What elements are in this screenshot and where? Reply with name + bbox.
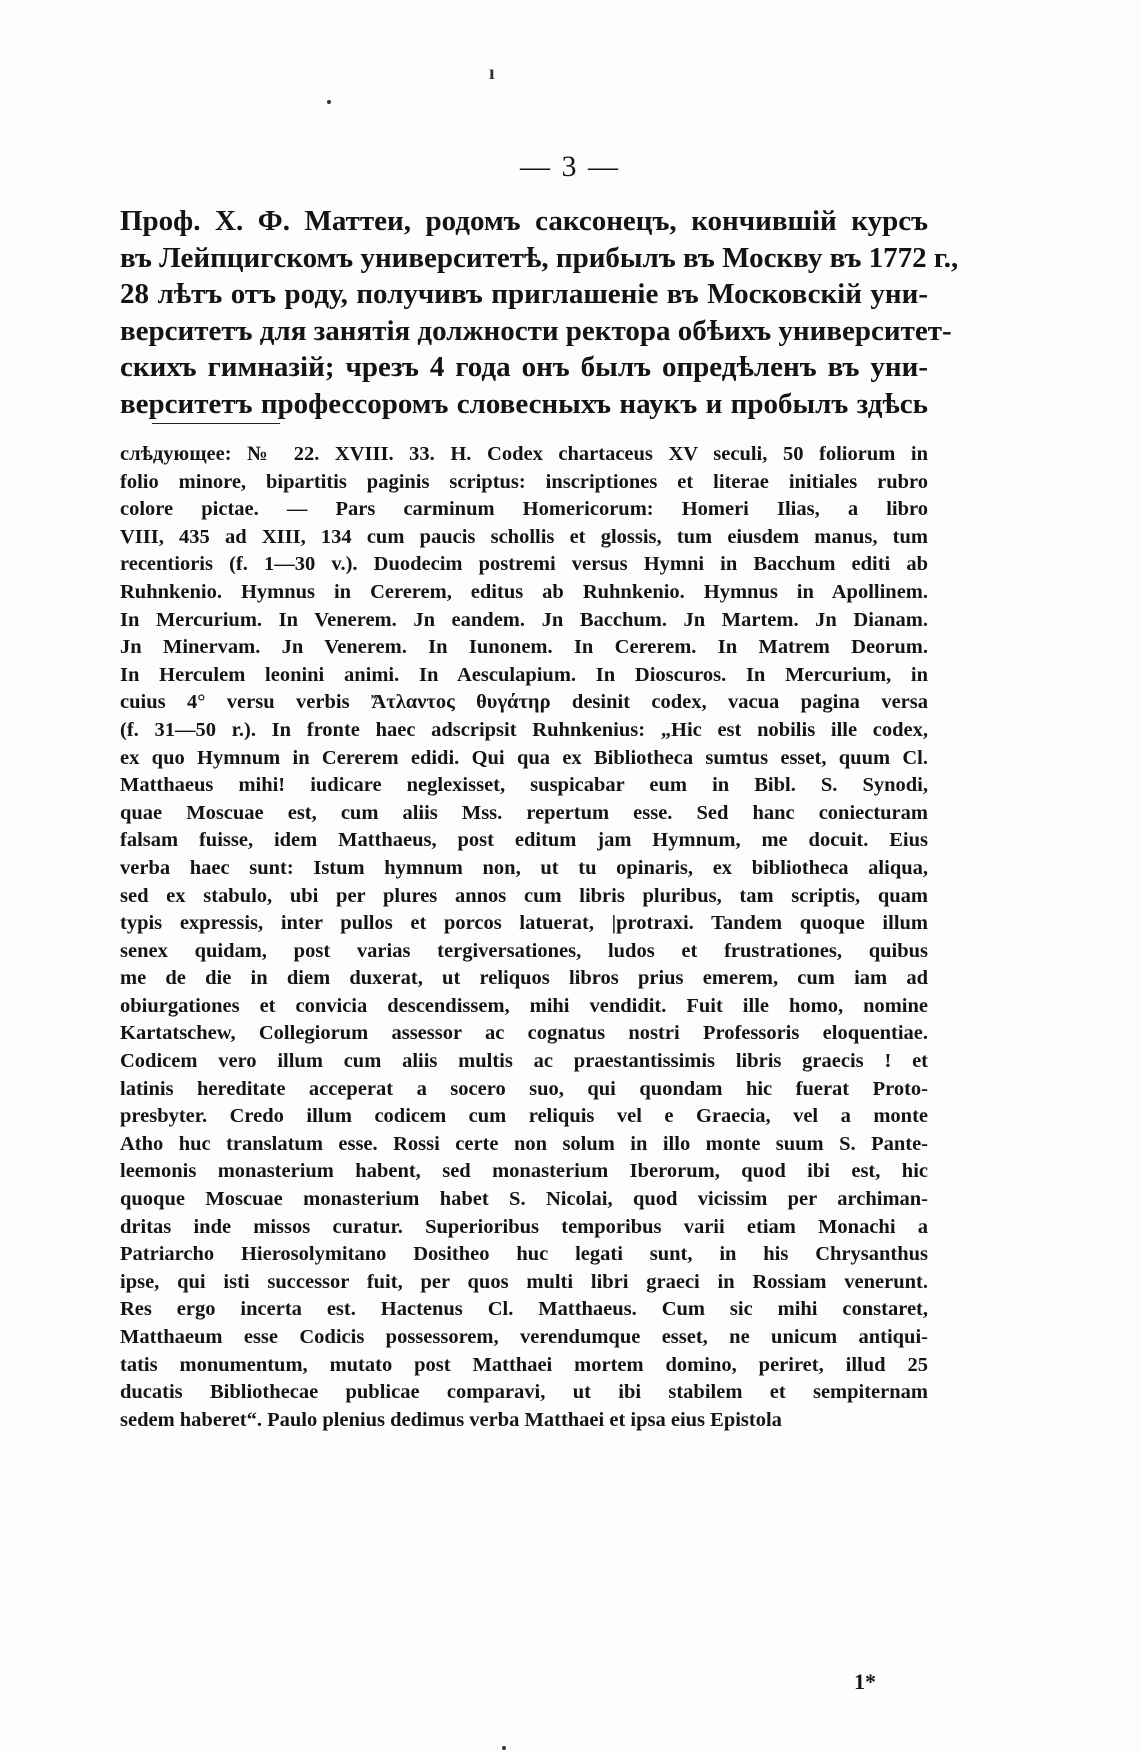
footnote-line: Patriarcho Hierosolymitano Dositheo huc legati sunt, in his Chrysanthus [120, 1243, 928, 1266]
footnote-text [120, 441, 928, 1434]
footnote-line: cuius 4° versu verbis Ἄτλαντος θυγάτηρ desinit codex, vacua pagina versa [120, 691, 928, 714]
footnote-line: verba haec sunt: Istum hymnum non, ut tu opinaris, ex bibliotheca aliqua, [120, 856, 928, 879]
footnote-line: ipse, qui isti successor fuit, per quos multi libri graeci in Rossiam venerunt. [120, 1270, 928, 1293]
footnote-line: VIII, 435 ad XIII, 134 cum paucis schollis et glossis, tum eiusdem manus, tum [120, 525, 928, 548]
footnote-line: quae Moscuae est, cum aliis Mss. repertum esse. Sed hanc coniecturam [120, 801, 928, 824]
footnote-line: Jn Minervam. Jn Venerem. In Iunonem. In Cererem. In Matrem Deorum. [120, 636, 928, 659]
main-text-line: верситетъ для занятія должности ректора обѣихъ университет- [120, 314, 952, 347]
main-text-line: Проф. Х. Ф. Маттеи, родомъ саксонецъ, кончившій курсъ [120, 205, 928, 237]
footnote-line: typis expressis, inter pullos et porcos latuerat, |protraxi. Tandem quoque illum [120, 912, 928, 935]
footnote-line: quoque Moscuae monasterium habet S. Nicolai, quod vicissim per archiman- [120, 1188, 928, 1211]
footnote-line: colore pictae. — Pars carminum Homericorum: Homeri Ilias, a libro [120, 498, 928, 521]
footnote-line: слѣдующее: № 22. XVIII. 33. H. Codex chartaceus XV seculi, 50 foliorum in [120, 443, 928, 465]
footnote-line: latinis hereditate acceperat a socero suo, qui quondam hic fuerat Proto- [120, 1077, 928, 1100]
footnote-line: folio minore, bipartitis paginis scriptus: inscriptiones et literae initiales rubro [120, 470, 928, 493]
main-text-line: 28 лѣтъ отъ роду, получивъ приглашеніе въ Московскій уни- [120, 278, 928, 310]
footnote-line: Kartatschew, Collegiorum assessor ac cognatus nostri Professoris eloquentiae. [120, 1022, 928, 1045]
footnote-line: falsam fuisse, idem Matthaeus, post editum jam Hymnum, me docuit. Eius [120, 829, 928, 852]
top-mark: ı [489, 62, 495, 84]
footnote-line: tatis monumentum, mutato post Matthaei mortem domino, periret, illud 25 [120, 1353, 928, 1376]
footnote-line: Atho huc translatum esse. Rossi certe non solum in illo monte suum S. Pante- [120, 1132, 928, 1155]
footnote-line: Matthaeus mihi! iudicare neglexisset, suspicabar eum in Bibl. S. Synodi, [120, 774, 928, 797]
footnote-line: recentioris (f. 1—30 v.). Duodecim postremi versus Hymni in Bacchum editi ab [120, 553, 928, 576]
footnote-line: me de die in diem duxerat, ut reliquos libros prius emerem, cum iam ad [120, 967, 928, 990]
footnote-line: sedem haberet“. Paulo plenius dedimus verba Matthaei et ipsa eius Epistola [120, 1408, 782, 1431]
main-text [120, 203, 959, 422]
footnote-line: senex quidam, post varias tergiversationes, ludos et frustrationes, quibus [120, 939, 928, 962]
footnote-line: (f. 31—50 r.). In fronte haec adscripsit Ruhnkenius: „Hic est nobilis ille codex, [120, 718, 928, 741]
footnote-line: Codicem vero illum cum aliis multis ac praestantissimis libris graecis ! et [120, 1050, 928, 1073]
footnote-line: Matthaeum esse Codicis possessorem, verendumque esset, ne unicum antiqui- [120, 1326, 928, 1348]
footnote-line: leemonis monasterium habent, sed monasterium Iberorum, quod ibi est, hic [120, 1160, 928, 1183]
footnote-line: presbyter. Credo illum codicem cum reliquis vel e Graecia, vel a monte [120, 1105, 928, 1128]
signature-mark: 1* [854, 1669, 876, 1694]
footnote-line: sed ex stabulo, ubi per plures annos cum libris pluribus, tam scriptis, quam [120, 884, 928, 907]
footnote-line: In Mercurium. In Venerem. Jn eandem. Jn Bacchum. Jn Martem. Jn Dianam. [120, 608, 928, 631]
footnote-divider [152, 423, 280, 424]
main-text-line: верситетъ профессоромъ словесныхъ наукъ и пробылъ здѣсь [120, 387, 928, 420]
footnote-line: obiurgationes et convicia descendissem, mihi vendidit. Fuit ille homo, nomine [120, 994, 928, 1017]
footnote-line: ex quo Hymnum in Cererem edidi. Qui qua ex Bibliotheca sumtus esset, quum Cl. [120, 746, 928, 769]
main-text-line: въ Лейпцигскомъ университетѣ, прибылъ въ Москву въ 1772 г., [120, 241, 959, 274]
scan-speck [502, 1746, 506, 1750]
footnote-line: dritas inde missos curatur. Superioribus temporibus varii etiam Monachi a [120, 1215, 928, 1238]
footnote-line: Res ergo incerta est. Hactenus Cl. Matthaeus. Cum sic mihi constaret, [120, 1298, 928, 1321]
footnote-line: Ruhnkenio. Hymnus in Cererem, editus ab Ruhnkenio. Hymnus in Apollinem. [120, 580, 928, 603]
footnote-line: ducatis Bibliothecae publicae comparavi, ut ibi stabilem et sempiternam [120, 1381, 928, 1404]
scan-speck [327, 100, 331, 104]
main-text-line: скихъ гимназій; чрезъ 4 года онъ былъ опредѣленъ въ уни- [120, 351, 928, 383]
page-number: — 3 — [520, 150, 620, 183]
footnote-line: In Herculem leonini animi. In Aesculapium. In Dioscuros. In Mercurium, in [120, 663, 928, 686]
